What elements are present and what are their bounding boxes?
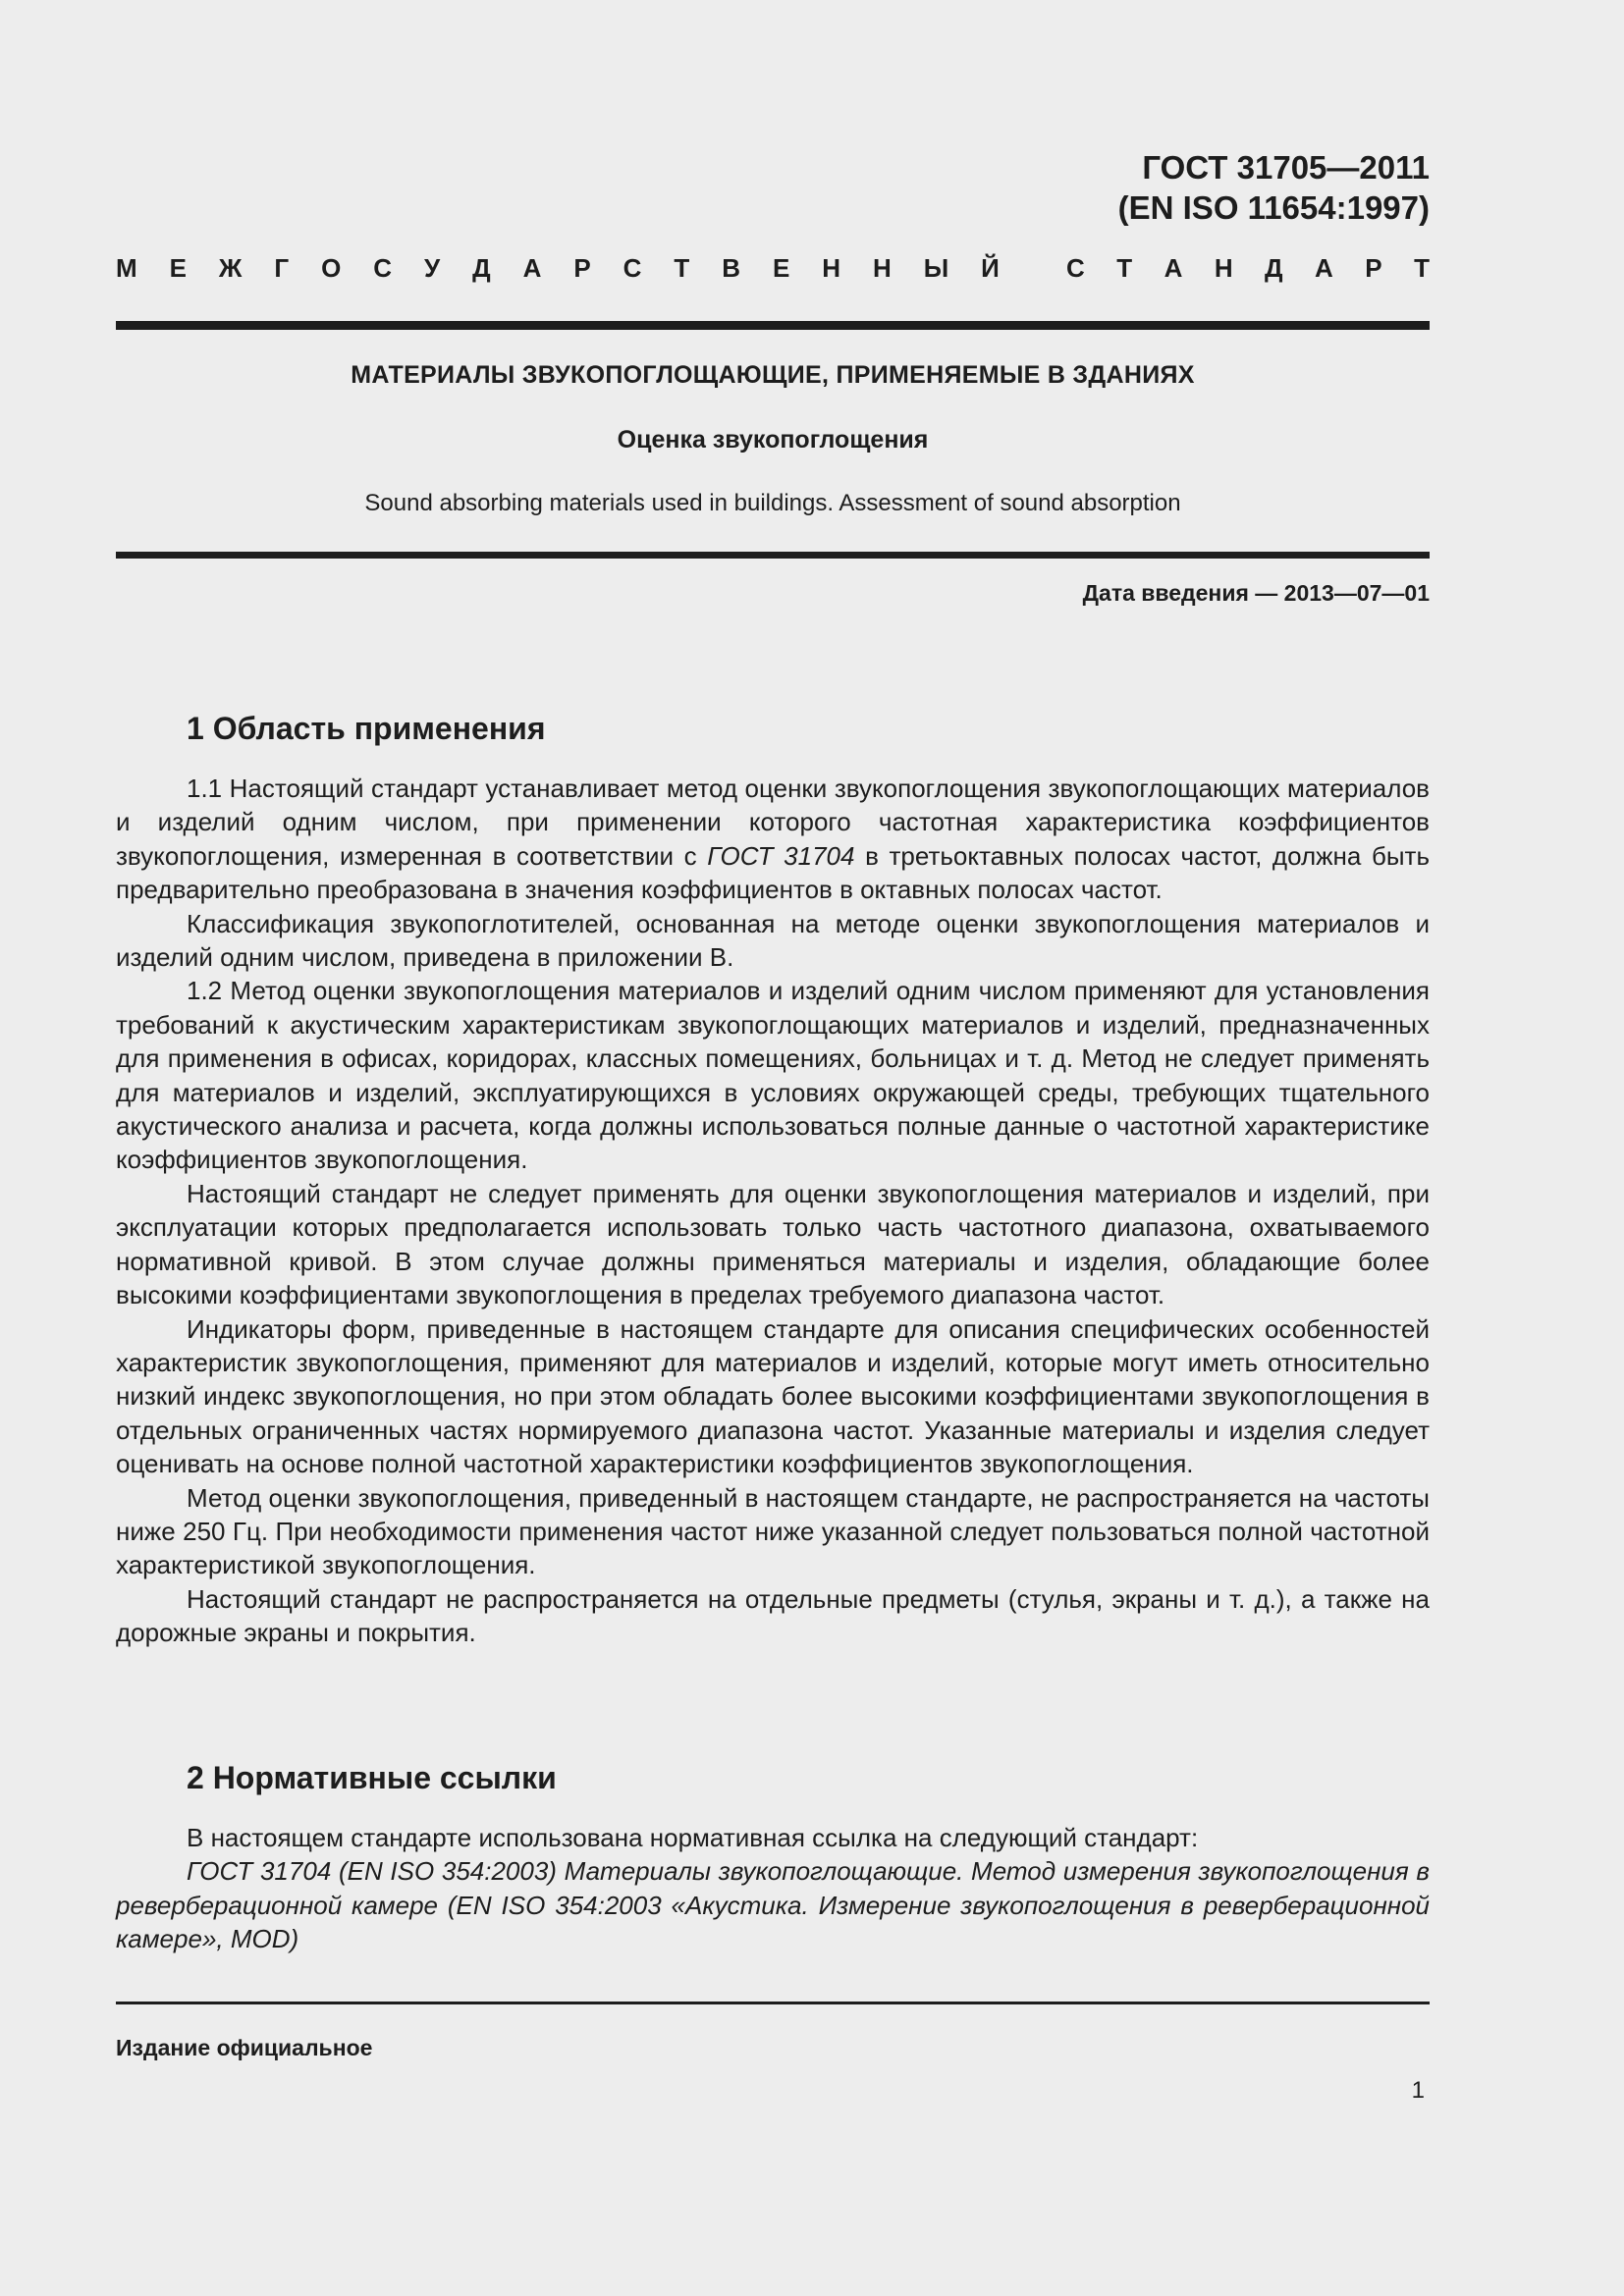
standard-code-gost: ГОСТ 31705—2011 bbox=[1142, 149, 1430, 186]
spaced-letter: О bbox=[321, 253, 342, 283]
spaced-letter: Ж bbox=[218, 253, 243, 283]
introduction-date: Дата введения — 2013—07—01 bbox=[1082, 580, 1430, 606]
spaced-letter: С bbox=[373, 253, 393, 283]
spaced-letter: Р bbox=[573, 253, 591, 283]
paragraph: В настоящем стандарте использована нормативная ссылка на следующий стандарт: bbox=[187, 1823, 1199, 1852]
paragraph: Метод оценки звукопоглощения, приведенный в настоящем стандарте, не распространяется на частоты ниже 250 Гц. При необходимости применения частот ниже указанной следует пользоваться полной частотной характеристикой звукопоглощения. bbox=[116, 1482, 1430, 1580]
standard-code bbox=[1118, 147, 1430, 228]
page-number: 1 bbox=[1411, 2077, 1425, 2104]
interstate-word bbox=[116, 253, 1000, 284]
spaced-letter: У bbox=[424, 253, 441, 283]
spaced-letter: Н bbox=[873, 253, 892, 283]
top-thick-rule bbox=[116, 321, 1430, 330]
spaced-letter: Д bbox=[472, 253, 491, 283]
paragraph: Классификация звукопоглотителей, основанная на методе оценки звукопоглощения материалов и изделий одним числом, приведена в приложении В. bbox=[116, 908, 1430, 973]
document-subtitle: Оценка звукопоглощения bbox=[617, 426, 929, 454]
section-1-body bbox=[116, 772, 1430, 1650]
spaced-letter: Т bbox=[674, 253, 690, 283]
spaced-letter: С bbox=[1066, 253, 1085, 283]
spaced-letter: Н bbox=[1214, 253, 1233, 283]
section-2-heading: 2 Нормативные ссылки bbox=[187, 1760, 557, 1795]
spaced-letter: Ы bbox=[923, 253, 949, 283]
official-edition-label: Издание официальное bbox=[116, 2035, 373, 2060]
spaced-letter: Т bbox=[1116, 253, 1133, 283]
spaced-letter: М bbox=[116, 253, 137, 283]
spaced-letter: А bbox=[1315, 253, 1333, 283]
spaced-letter: Д bbox=[1265, 253, 1283, 283]
spaced-letter: Г bbox=[274, 253, 290, 283]
spaced-letter: В bbox=[722, 253, 741, 283]
paragraph: Настоящий стандарт не следует применять для оценки звукопоглощения материалов и изделий, при эксплуатации которых предполагается использовать только часть частотного диапазона, охватываемого нормативной кривой. В этом случае должны применяться материалы и изделия, обладающие более высокими коэффициентами звукопоглощения в пределах требуемого диапазона частот. bbox=[116, 1178, 1430, 1310]
interstate-standard-label bbox=[116, 253, 1430, 284]
paragraph: Индикаторы форм, приведенные в настоящем стандарте для описания специфических особенностей характеристик звукопоглощения, применяют для материалов и изделий, которые могут иметь относительно низкий индекс звукопоглощения, но при этом обладать более высокими коэффициентами звукопоглощения в отдельных ограниченных частях нормируемого диапазона частот. Указанные материалы и изделия следует оценивать на основе полной частотной характеристики коэффициентов звукопоглощения. bbox=[116, 1313, 1430, 1479]
paragraph: 1.2 Метод оценки звукопоглощения материалов и изделий одним числом применяют для установления требований к акустическим характеристикам звукопоглощающих материалов и изделий, предназначенных для применения в офисах, коридорах, классных помещениях, больницах и т. д. Метод не следует применять для материалов и изделий, эксплуатирующихся в условиях окружающей среды, требующих тщательного акустического анализа и расчета, когда должны использоваться полные данные о частотной характеристике коэффициентов звукопоглощения. bbox=[116, 976, 1430, 1175]
footer-rule bbox=[116, 2002, 1430, 2004]
section-1-heading: 1 Область применения bbox=[187, 711, 546, 746]
spaced-letter: Й bbox=[981, 253, 1000, 283]
spaced-letter: Е bbox=[169, 253, 187, 283]
spaced-letter: Н bbox=[822, 253, 841, 283]
title-bottom-rule bbox=[116, 552, 1430, 559]
normative-reference: ГОСТ 31704 (EN ISO 354:2003) Материалы звукопоглощающие. Метод измерения звукопоглощения в реверберационной камере (EN ISO 354:2003 «Акустика. Измерение звукопоглощения в реверберационной камере», MOD) bbox=[116, 1856, 1430, 1954]
spaced-letter: Е bbox=[772, 253, 790, 283]
spaced-letter: А bbox=[1164, 253, 1183, 283]
standard-code-en-iso: (EN ISO 11654:1997) bbox=[1117, 189, 1430, 226]
section-2-body bbox=[116, 1821, 1430, 1956]
spaced-letter: С bbox=[623, 253, 642, 283]
document-title: МАТЕРИАЛЫ ЗВУКОПОГЛОЩАЮЩИЕ, ПРИМЕНЯЕМЫЕ В ЗДАНИЯХ bbox=[351, 361, 1195, 389]
document-title-english: Sound absorbing materials used in buildings. Assessment of sound absorption bbox=[364, 490, 1181, 516]
gost-reference: ГОСТ 31704 bbox=[707, 840, 855, 871]
paragraph: Настоящий стандарт не распространяется на отдельные предметы (стулья, экраны и т. д.), а также на дорожные экраны и покрытия. bbox=[116, 1583, 1430, 1648]
standard-word bbox=[1066, 253, 1430, 284]
spaced-letter: А bbox=[522, 253, 542, 283]
spaced-letter: Р bbox=[1365, 253, 1382, 283]
paragraph: 1.1 Настоящий стандарт устанавливает метод оценки звукопоглощения звукопоглощающих материалов и изделий одним числом, при применении которого частотная характеристика коэффициентов звукопоглощения, измеренная в соответствии с ГОСТ 31704 в третьоктавных полосах частот, должна быть предварительно преобразована в значения коэффициентов в октавных полосах частот. bbox=[116, 774, 1431, 905]
spaced-letter: Т bbox=[1414, 253, 1430, 283]
